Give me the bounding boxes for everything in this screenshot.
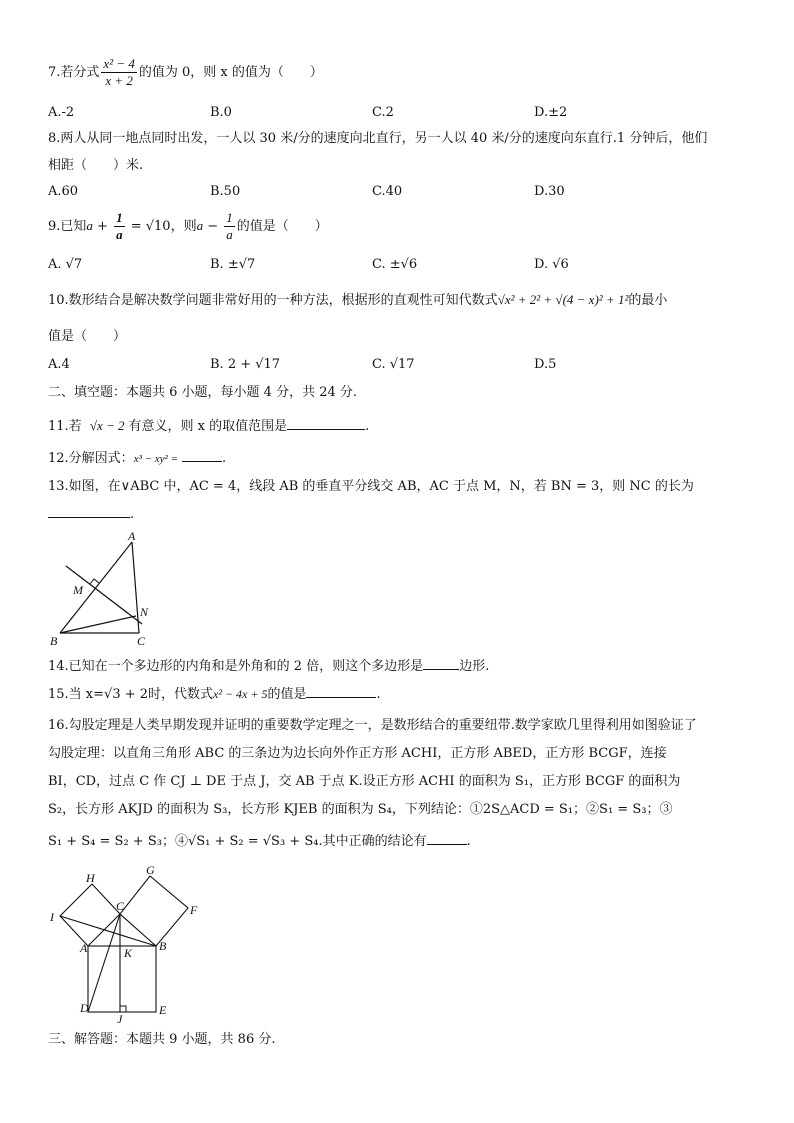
q16-label-j: J: [117, 1012, 123, 1024]
q12-stem: [48, 449, 226, 469]
q15-expression: x² − 4x + 5: [213, 687, 268, 701]
q9-option-c: C. ±√6: [372, 257, 418, 272]
q9-fraction-2: [224, 210, 235, 243]
q8-option-b: B.50: [210, 184, 241, 199]
q11-answer-blank[interactable]: [287, 417, 365, 430]
q8-option-d: D.30: [534, 184, 565, 199]
q13-figure: [48, 528, 158, 648]
q9-fraction-1-num: 1: [116, 210, 123, 225]
q16-line5: [48, 832, 471, 852]
q16-label-d: D: [80, 1001, 89, 1015]
q13-line1: 13.如图，在∨ABC 中，AC = 4，线段 AB 的垂直平分线交 AB，AC 于点 M，N，若 BN = 3，则 NC 的长为: [48, 479, 694, 494]
q9-option-a: A. √7: [48, 257, 83, 272]
q9-fraction-1: [114, 210, 125, 243]
q7-fraction: [101, 56, 136, 89]
q10-suffix: 的最小: [628, 293, 668, 308]
q8-line1: 8.两人从同一地点同时出发，一人以 30 米/分的速度向北直行，另一人以 40 米/分的速度向东直行.1 分钟后，他们: [48, 131, 708, 146]
q14-stem: [48, 657, 489, 677]
q10-expression: √x² + 2² + √(4 − x)² + 1²: [497, 292, 629, 307]
q10-option-d: D.5: [534, 357, 557, 372]
q10-option-b: B. 2 + √17: [210, 357, 281, 372]
q7-option-a: A.-2: [48, 105, 75, 120]
q7-prefix: 7.若分式: [48, 65, 100, 80]
q16-end: .: [466, 834, 471, 849]
q14-suffix: 边形.: [459, 659, 490, 674]
q16-label-i: I: [50, 910, 54, 924]
q16-label-b: B: [159, 939, 167, 953]
q16-label-e: E: [159, 1003, 167, 1017]
section-3-heading: 三、解答题：本题共 9 小题，共 86 分.: [48, 1032, 276, 1047]
q13-label-n: N: [140, 605, 149, 619]
q15-answer-blank[interactable]: [306, 685, 376, 698]
q13-label-a: A: [128, 529, 136, 543]
q7-option-b: B.0: [210, 105, 232, 120]
q13-label-m: M: [73, 583, 83, 597]
q9-mid: ，则: [170, 219, 197, 234]
q15-stem: [48, 684, 381, 705]
q10-option-a: A.4: [48, 357, 70, 372]
q16-label-c: C: [116, 899, 125, 913]
q16-label-a: A: [80, 941, 88, 955]
q13-answer-blank[interactable]: [48, 505, 130, 518]
q7-option-d: D.±2: [534, 105, 568, 120]
q16-square-bcgf: [120, 876, 188, 946]
q11-stem: [48, 416, 369, 437]
q16-segment-cd: [88, 914, 120, 1012]
q15-end: .: [376, 687, 381, 702]
q11-expression: √x − 2: [89, 418, 125, 433]
q16-label-h: H: [86, 871, 95, 885]
q12-prefix: 12.分解因式：: [48, 451, 134, 466]
q14-answer-blank[interactable]: [423, 657, 459, 670]
q9-var-a-2: a: [196, 218, 204, 233]
q10-text: 10.数形结合是解决数学问题非常好用的一种方法，根据形的直观性可知代数式: [48, 293, 498, 308]
q7-suffix: 的值为 0，则 x 的值为（ ）: [138, 65, 323, 80]
q7-option-c: C.2: [372, 105, 394, 120]
q13-label-c: C: [137, 634, 146, 648]
q7-denominator: x + 2: [105, 73, 133, 88]
q9-equals: = √10: [126, 219, 171, 234]
q16-line2: 勾股定理：以直角三角形 ABC 的三条边为边长向外作正方形 ACHI，正方形 ABED，正方形 BCGF，连接: [48, 746, 667, 761]
q14-text: 14.已知在一个多边形的内角和是外角和的 2 倍，则这个多边形是: [48, 659, 424, 674]
q7-numerator: x² − 4: [103, 56, 135, 71]
q12-expression: x³ − xy² =: [133, 453, 179, 465]
q16-line3: BI，CD，过点 C 作 CJ ⊥ DE 于点 J，交 AB 于点 K.设正方形 ACHI 的面积为 S₁，正方形 BCGF 的面积为: [48, 774, 681, 789]
section-2-heading: 二、填空题：本题共 6 小题，每小题 4 分，共 24 分.: [48, 385, 358, 400]
q11-suffix: 有意义，则 x 的取值范围是: [128, 419, 288, 434]
q9-var-a: a: [86, 218, 93, 233]
q9-option-d: D. √6: [534, 257, 569, 272]
q9-suffix: 的值是（ ）: [236, 219, 328, 234]
q9-fraction-2-den: a: [226, 227, 233, 242]
q16-answer-blank[interactable]: [427, 832, 467, 845]
q9-minus: −: [203, 219, 223, 234]
q13-right-angle-mark: [90, 579, 99, 584]
q13-end: .: [130, 507, 135, 522]
q9-fraction-2-num: 1: [226, 210, 233, 225]
q13-line2: [48, 505, 134, 525]
q10-line2: 值是（ ）: [48, 329, 127, 344]
q11-prefix: 11.若: [48, 419, 82, 434]
q9-option-b: B. ±√7: [210, 257, 256, 272]
q16-line1: 16.勾股定理是人类早期发现并证明的重要数学定理之一，是数形结合的重要纽带.数学家欧几里得利用如图验证了: [48, 718, 697, 733]
q10-option-c: C. √17: [372, 357, 415, 372]
q13-label-b: B: [50, 634, 58, 648]
q9-fraction-1-den: a: [116, 227, 123, 242]
q12-end: .: [222, 451, 227, 466]
q16-figure: [48, 862, 218, 1024]
q10-line1: [48, 290, 667, 311]
q16-square-achi: [60, 884, 120, 946]
q16-label-f: F: [190, 903, 198, 917]
q16-label-k: K: [124, 946, 133, 960]
q12-answer-blank[interactable]: [182, 449, 222, 462]
q11-end: .: [365, 419, 370, 434]
q8-option-a: A.60: [48, 184, 79, 199]
q9-plus: +: [92, 219, 113, 234]
q7-stem: [48, 56, 323, 89]
q9-stem: [48, 210, 328, 243]
q15-prefix: 15.当 x=√3 + 2时，代数式: [48, 687, 214, 702]
q16-label-g: G: [146, 863, 155, 877]
q16-line4: S₂，长方形 AKJD 的面积为 S₃，长方形 KJEB 的面积为 S₄，下列结论：①2S△ACD = S₁；②S₁ = S₃；③: [48, 802, 673, 817]
q15-suffix: 的值是: [267, 687, 307, 702]
q16-line5-text: S₁ + S₄ = S₂ + S₃；④√S₁ + S₂ = √S₃ + S₄.其中正确的结论有: [48, 834, 427, 849]
q9-prefix: 9.已知: [48, 219, 87, 234]
q8-option-c: C.40: [372, 184, 403, 199]
q8-line2: 相距（ ）米.: [48, 158, 144, 173]
